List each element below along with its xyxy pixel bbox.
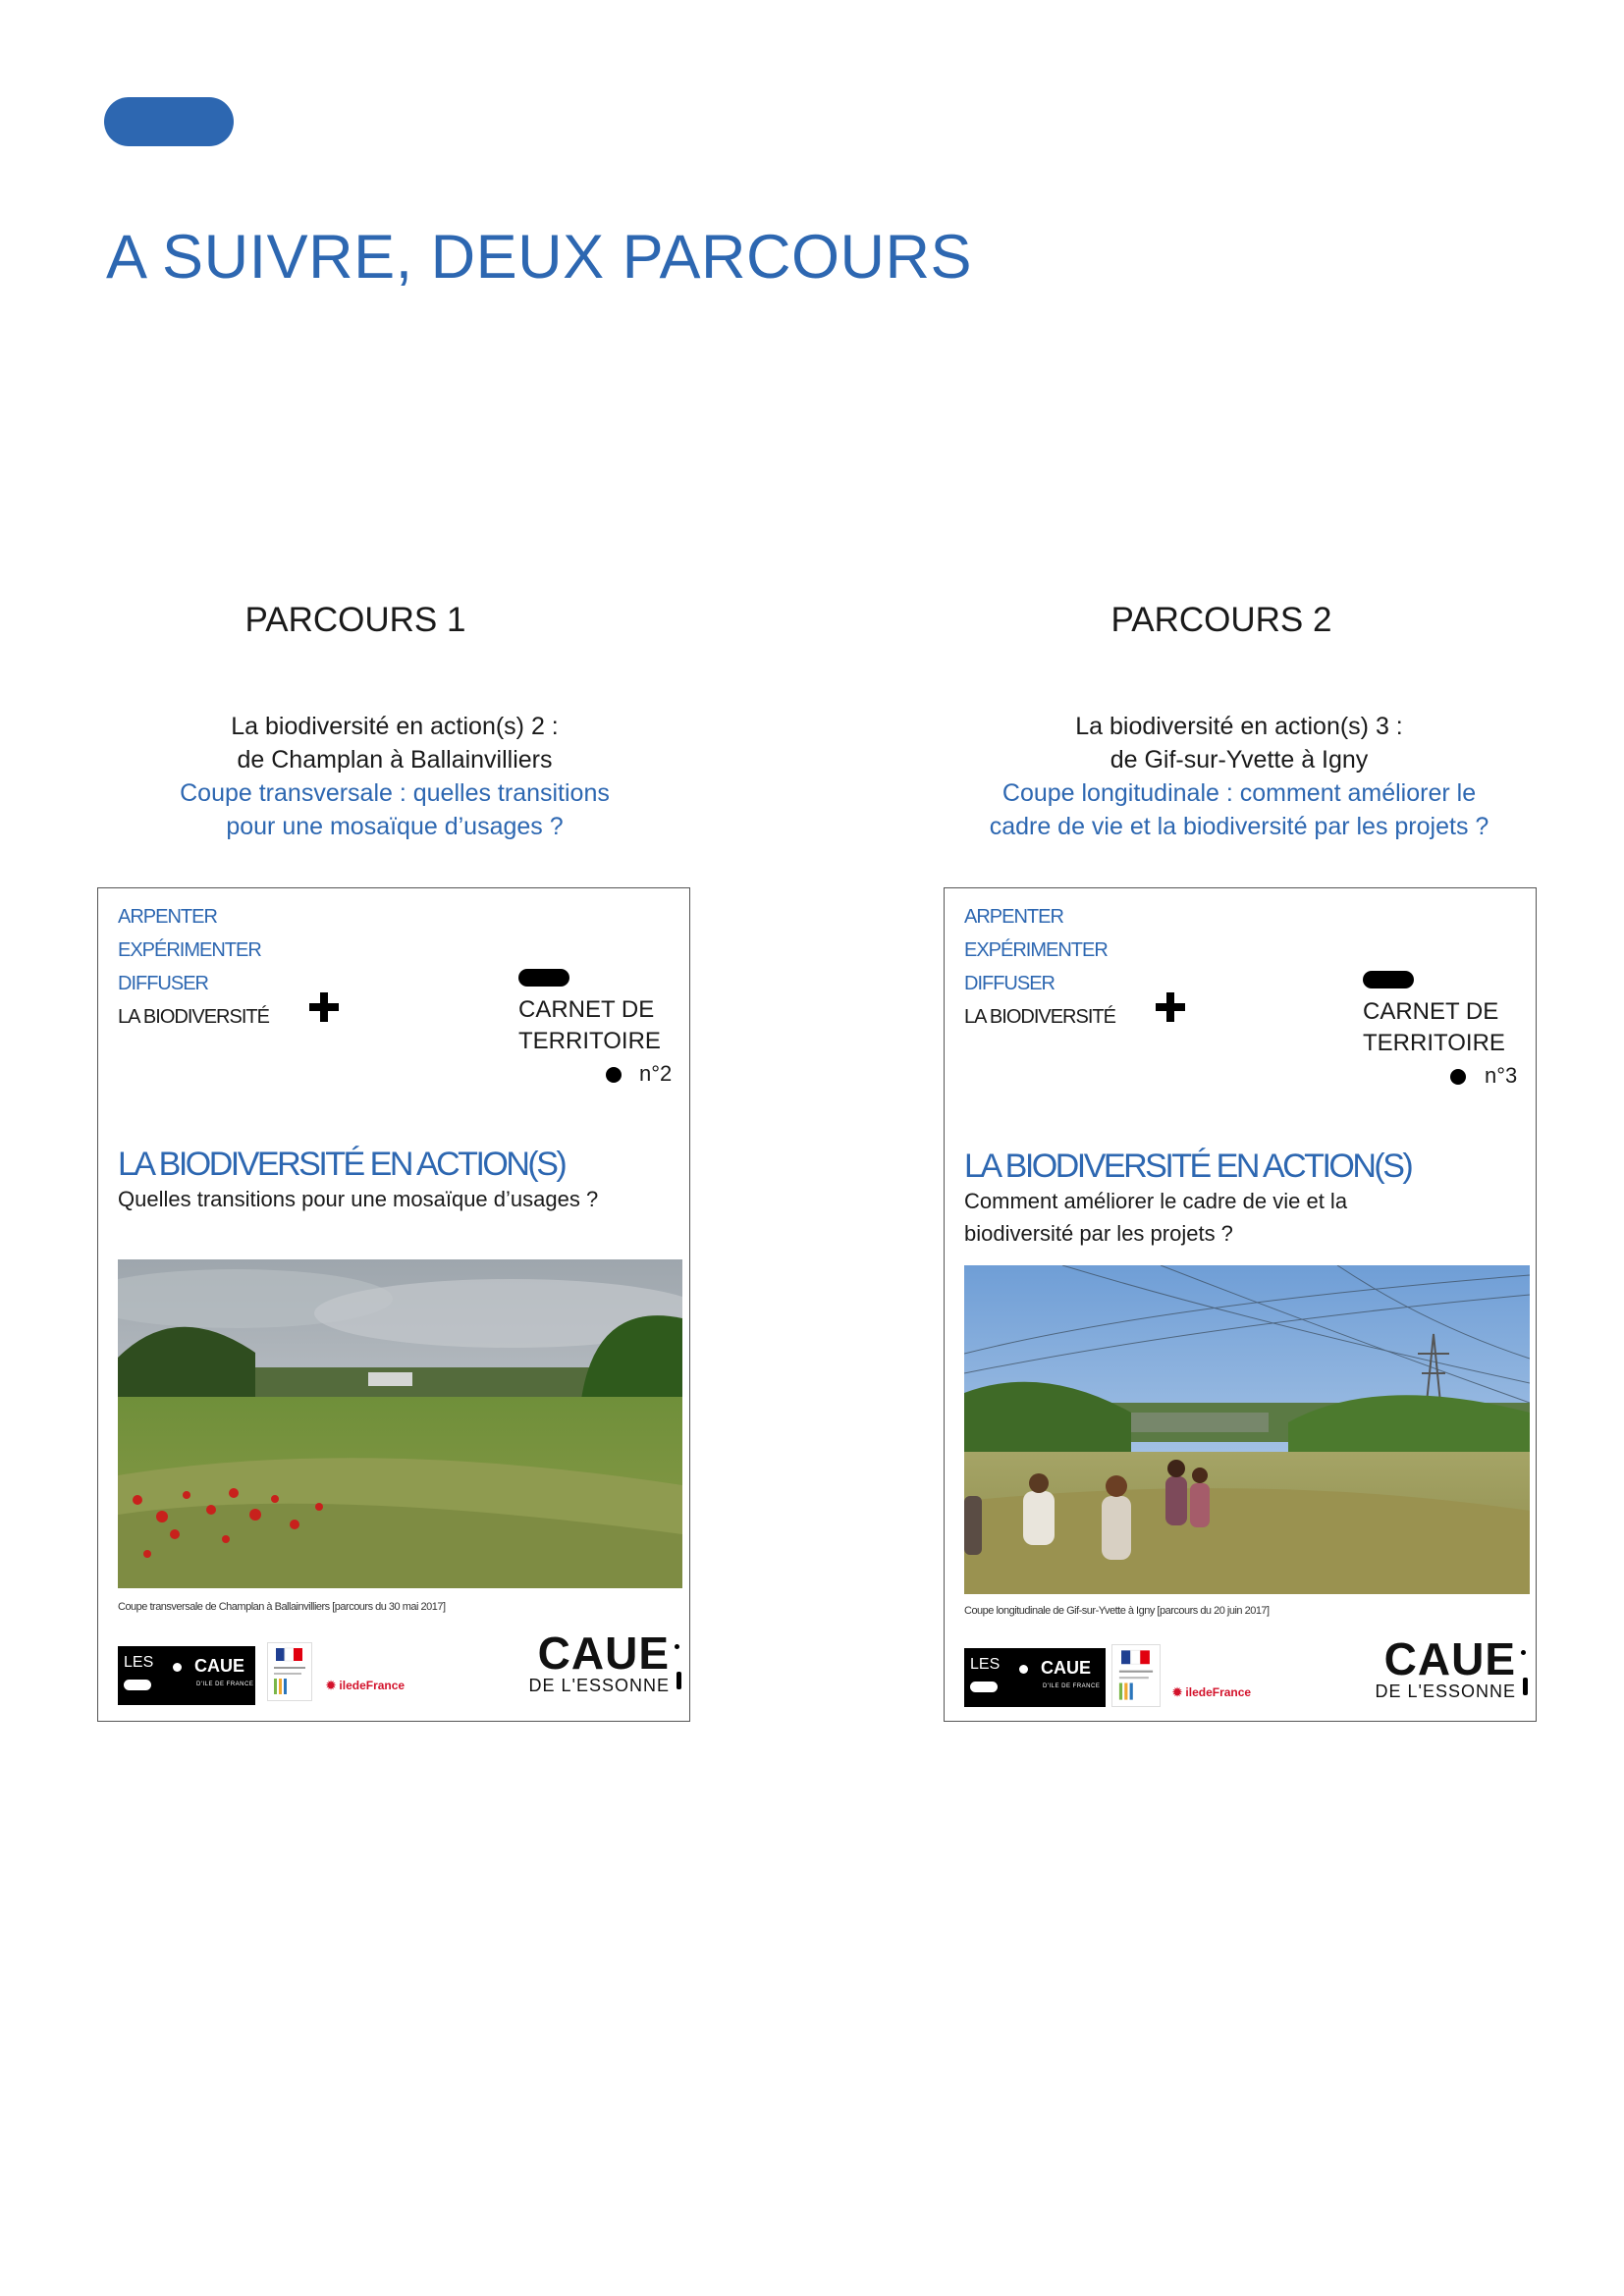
carnet-line2: TERRITOIRE	[518, 1028, 661, 1054]
marianne-logo	[267, 1642, 312, 1701]
menu-experimenter: EXPÉRIMENTER	[118, 939, 261, 961]
carnet-line2: TERRITOIRE	[1363, 1030, 1505, 1056]
parcours-2-line1: La biodiversité en action(s) 3 :	[1075, 713, 1403, 740]
carnet-dash	[518, 969, 569, 987]
card-big-title: LA BIODIVERSITÉ EN ACTION(S)	[118, 1146, 566, 1183]
caue-essonne-logo	[1375, 1633, 1516, 1702]
caue-bar	[1523, 1678, 1528, 1695]
region-logo	[326, 1679, 405, 1692]
region-logo	[1172, 1685, 1251, 1699]
caue-dot	[1521, 1650, 1526, 1655]
parcours-2-description	[945, 710, 1534, 843]
caue-bar	[677, 1672, 681, 1689]
field-photo	[118, 1259, 682, 1588]
region-star-icon: ✹	[1172, 1685, 1183, 1699]
walkers-photo	[964, 1265, 1530, 1594]
carnet-dash	[1363, 971, 1414, 988]
card-subtitle-line1: Quelles transitions pour une mosaïque d’usages ?	[118, 1187, 599, 1211]
card-subtitle-line2: biodiversité par les projets ?	[964, 1221, 1233, 1246]
les-pill	[970, 1682, 998, 1692]
parcours-1-line2: de Champlan à Ballainvilliers	[237, 746, 553, 774]
menu-subject: LA BIODIVERSITÉ	[118, 1006, 269, 1028]
carnet-cover-2	[97, 887, 690, 1722]
carnet-label	[518, 994, 661, 1057]
les-caue-logo	[118, 1646, 255, 1705]
les-caue-logo	[964, 1648, 1106, 1707]
les-idf-label: D'ILE DE FRANCE	[1043, 1683, 1101, 1689]
parcours-1-description	[100, 710, 689, 843]
parcours-1-heading: PARCOURS 1	[244, 601, 466, 639]
caue-essonne-logo	[529, 1630, 670, 1696]
header-pill	[104, 97, 234, 146]
carnet-label	[1363, 996, 1505, 1059]
parcours-2-line2: de Gif-sur-Yvette à Igny	[1110, 746, 1369, 774]
les-label: LES	[124, 1654, 154, 1671]
carnet-number: n°2	[639, 1061, 673, 1086]
essonne-label: DE L'ESSONNE	[528, 1676, 670, 1695]
card-menu	[118, 900, 269, 1034]
les-pill	[124, 1680, 151, 1690]
photo-caption: Coupe longitudinale de Gif-sur-Yvette à Igny [parcours du 20 juin 2017]	[964, 1605, 1270, 1617]
plus-icon	[1156, 992, 1185, 1022]
menu-arpenter: ARPENTER	[118, 906, 217, 928]
essonne-label: DE L'ESSONNE	[1375, 1682, 1516, 1701]
region-label: iledeFrance	[1185, 1685, 1252, 1699]
menu-subject: LA BIODIVERSITÉ	[964, 1006, 1115, 1028]
les-caue-label: CAUE	[1041, 1658, 1092, 1678]
number-dot	[606, 1067, 622, 1083]
carnet-line1: CARNET DE	[518, 996, 655, 1023]
card-subtitle	[118, 1183, 598, 1215]
region-label: iledeFrance	[339, 1679, 406, 1692]
caue-big-label: CAUE	[537, 1628, 670, 1679]
card-menu	[964, 900, 1115, 1034]
caue-big-label: CAUE	[1383, 1633, 1516, 1684]
menu-arpenter: ARPENTER	[964, 906, 1063, 928]
parcours-1-blue2: pour une mosaïque d’usages ?	[226, 813, 564, 840]
carnet-number: n°3	[1485, 1063, 1518, 1088]
card-subtitle-line1: Comment améliorer le cadre de vie et la	[964, 1189, 1348, 1213]
carnet-cover-3	[944, 887, 1537, 1722]
caue-dot	[675, 1644, 679, 1649]
region-star-icon: ✹	[326, 1679, 337, 1692]
menu-diffuser: DIFFUSER	[118, 973, 208, 994]
card-subtitle	[964, 1185, 1347, 1250]
menu-diffuser: DIFFUSER	[964, 973, 1055, 994]
parcours-2-blue2: cadre de vie et la biodiversité par les projets ?	[989, 813, 1489, 840]
marianne-logo	[1111, 1644, 1161, 1707]
number-dot	[1450, 1069, 1466, 1085]
parcours-2-blue1: Coupe longitudinale : comment améliorer le	[1001, 779, 1477, 807]
parcours-1-line1: La biodiversité en action(s) 2 :	[231, 713, 559, 740]
photo-caption: Coupe transversale de Champlan à Ballainvilliers [parcours du 30 mai 2017]	[118, 1601, 446, 1613]
page-title: A SUIVRE, DEUX PARCOURS	[106, 223, 973, 292]
carnet-line1: CARNET DE	[1363, 998, 1499, 1025]
card-big-title: LA BIODIVERSITÉ EN ACTION(S)	[964, 1148, 1412, 1185]
les-dot	[173, 1663, 182, 1672]
les-idf-label: D'ILE DE FRANCE	[196, 1682, 254, 1687]
les-dot	[1019, 1665, 1028, 1674]
les-caue-label: CAUE	[194, 1656, 245, 1676]
menu-experimenter: EXPÉRIMENTER	[964, 939, 1108, 961]
parcours-1-blue1: Coupe transversale : quelles transitions	[180, 779, 610, 807]
parcours-2-heading: PARCOURS 2	[1110, 601, 1332, 639]
plus-icon	[309, 992, 339, 1022]
les-label: LES	[970, 1656, 1001, 1673]
